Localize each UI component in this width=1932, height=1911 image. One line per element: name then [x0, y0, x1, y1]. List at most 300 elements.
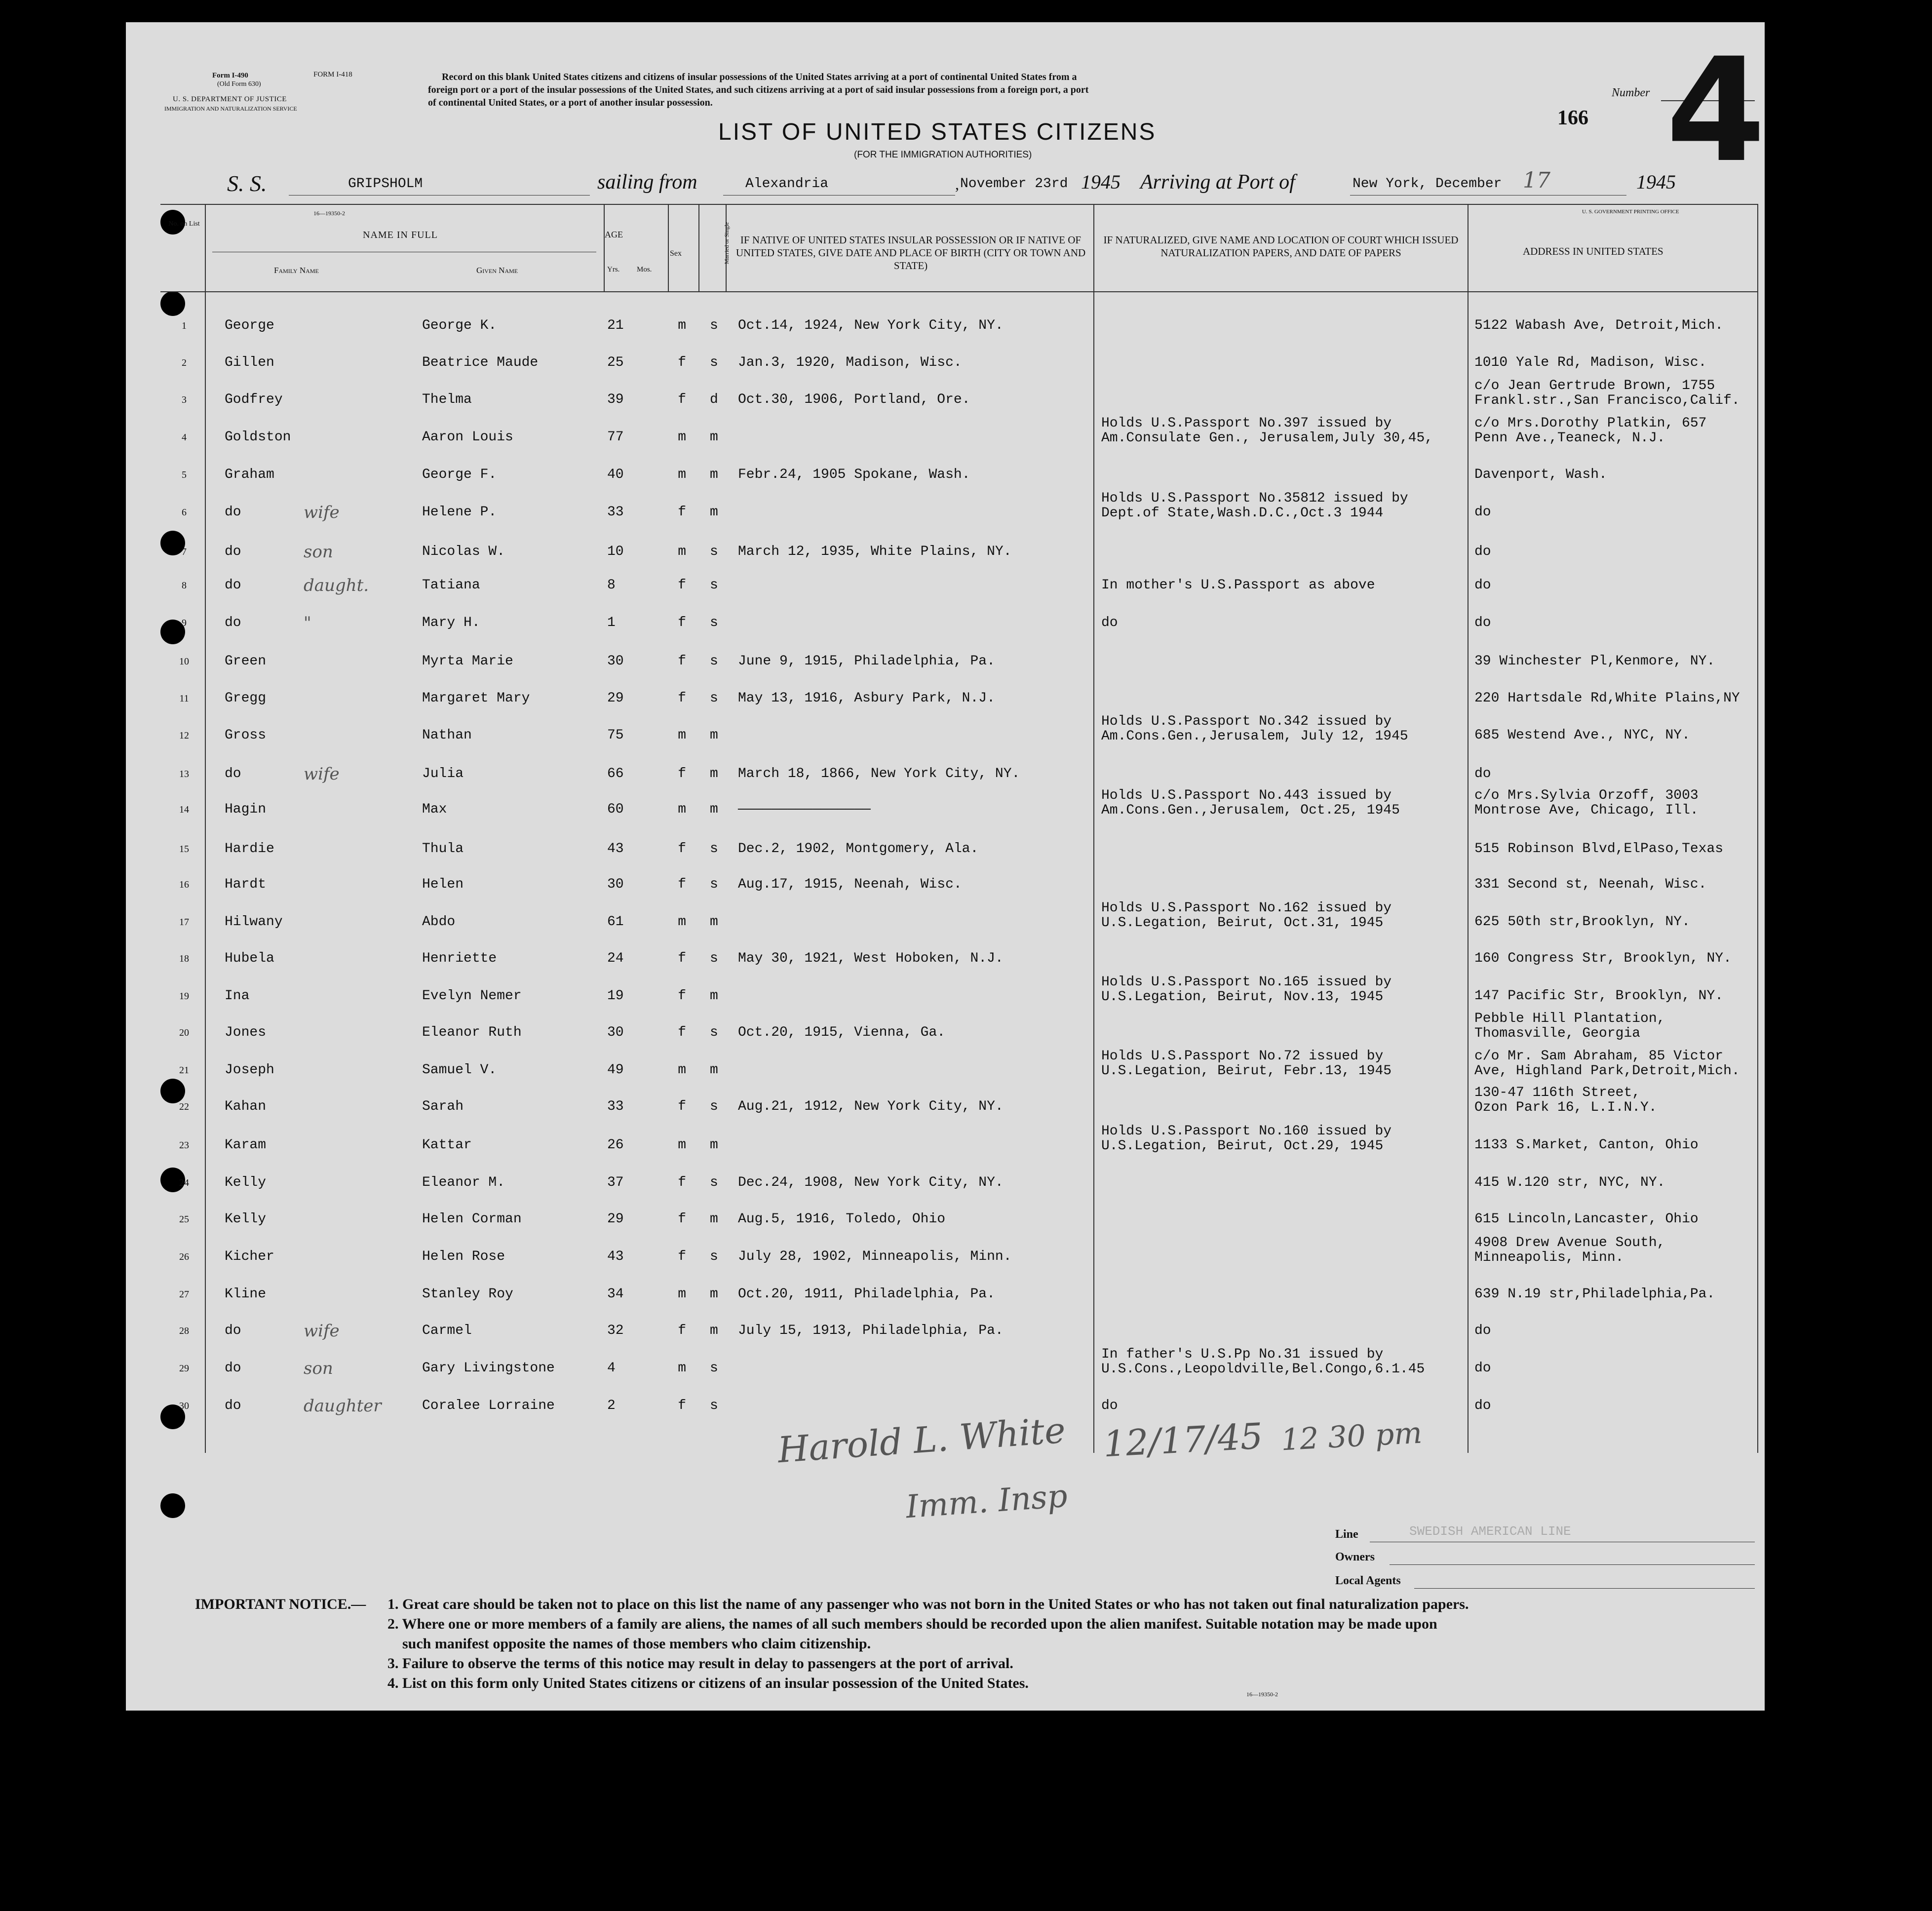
us-address: c/o Mr. Sam Abraham, 85 Victor Ave, Highland Park,Detroit,Mich.: [1474, 1049, 1740, 1079]
table-row: [126, 491, 1765, 543]
relationship-note: wife: [304, 764, 340, 784]
ship-name: GRIPSHOLM: [348, 176, 423, 192]
age-years: 40: [607, 467, 624, 482]
age-years: 43: [607, 841, 624, 857]
given-name: Julia: [422, 766, 464, 781]
age-years: 10: [607, 544, 624, 559]
given-name: Gary Livingstone: [422, 1361, 555, 1376]
family-name: Hardt: [225, 877, 267, 892]
row-number: 12: [179, 730, 189, 741]
from-port: Alexandria: [745, 176, 829, 192]
row-number: 18: [179, 953, 189, 964]
table-row: [126, 1287, 1765, 1325]
family-name: Hagin: [225, 802, 267, 817]
age-years: 24: [607, 951, 624, 966]
marital-status: s: [710, 951, 718, 966]
col-address: ADDRESS IN UNITED STATES: [1523, 245, 1663, 257]
print-code: 16—19350-2: [313, 210, 345, 217]
age-years: 19: [607, 988, 624, 1004]
row-number: 28: [179, 1326, 189, 1336]
family-name: Kelly: [225, 1175, 267, 1190]
birth-info: Febr.24, 1905 Spokane, Wash.: [738, 467, 970, 482]
age-years: 33: [607, 505, 624, 520]
given-name: Thula: [422, 841, 464, 857]
us-address: 4908 Drew Avenue South, Minneapolis, Minn.: [1474, 1235, 1665, 1265]
marital-status: m: [710, 1062, 718, 1078]
marital-status: s: [710, 691, 718, 706]
given-name: Evelyn Nemer: [422, 988, 522, 1004]
us-address: 615 Lincoln,Lancaster, Ohio: [1474, 1211, 1699, 1227]
row-number: 20: [179, 1027, 189, 1038]
form-number: Form I-490: [212, 72, 248, 79]
table-row: [126, 1175, 1765, 1213]
age-years: 25: [607, 355, 624, 370]
sex: f: [678, 691, 686, 706]
table-row: [126, 1235, 1765, 1287]
row-number: 24: [179, 1177, 189, 1188]
naturalization-info: do: [1101, 615, 1118, 630]
sex: f: [678, 392, 686, 407]
age-years: 66: [607, 766, 624, 781]
marital-status: m: [710, 1211, 718, 1227]
age-years: 33: [607, 1099, 624, 1114]
row-number: 13: [179, 769, 189, 780]
naturalization-info: Holds U.S.Passport No.162 issued by U.S.Legation, Beirut, Oct.31, 1945: [1101, 900, 1392, 931]
table-row: [126, 613, 1765, 653]
row-number: 8: [182, 580, 187, 591]
inspector-signature: Harold L. White: [776, 1409, 1067, 1471]
given-name: Eleanor Ruth: [422, 1025, 522, 1040]
notice-item: 4. List on this form only United States citizens or citizens of an insular possession of the United States.: [387, 1675, 1029, 1691]
marital-status: d: [710, 392, 718, 407]
inspector-title: Imm. Insp: [904, 1478, 1069, 1526]
age-years: 77: [607, 429, 624, 445]
list-number: 4: [1666, 28, 1766, 194]
family-name: George: [225, 318, 274, 333]
department: U. S. DEPARTMENT OF JUSTICE: [173, 95, 287, 103]
given-name: Margaret Mary: [422, 691, 530, 706]
row-number: 9: [182, 618, 187, 628]
us-address: 130-47 116th Street, Ozon Park 16, L.I.N.Y.: [1474, 1085, 1657, 1115]
naturalization-info: Holds U.S.Passport No.165 issued by U.S.Legation, Beirut, Nov.13, 1945: [1101, 975, 1392, 1005]
arrival-port: New York, December: [1352, 176, 1502, 192]
row-number: 23: [179, 1140, 189, 1151]
col-naturalized: IF NATURALIZED, GIVE NAME AND LOCATION OF COURT WHICH ISSUED NATURALIZATION PAPERS, AND DATE OF PAPERS: [1103, 234, 1459, 259]
given-name: George K.: [422, 318, 497, 333]
punch-hole: [160, 1493, 185, 1518]
row-number: 14: [179, 804, 189, 815]
us-address: 625 50th str,Brooklyn, NY.: [1474, 914, 1690, 930]
sail-date: November 23rd: [960, 176, 1068, 192]
family-name: Hubela: [225, 951, 274, 966]
family-name: Gregg: [225, 691, 267, 706]
marital-status: s: [710, 1361, 718, 1376]
us-address: 160 Congress Str, Brooklyn, NY.: [1474, 951, 1732, 966]
family-name: do: [225, 1398, 241, 1413]
table-row: [126, 1347, 1765, 1399]
given-name: Helene P.: [422, 505, 497, 520]
table-row: [126, 1124, 1765, 1175]
table-row: [126, 1321, 1765, 1361]
age-years: 4: [607, 1361, 616, 1376]
us-address: 39 Winchester Pl,Kenmore, NY.: [1474, 654, 1715, 669]
us-address: 5122 Wabash Ave, Detroit,Mich.: [1474, 318, 1724, 333]
row-number: 2: [182, 357, 187, 368]
sex: f: [678, 578, 686, 593]
marital-status: m: [710, 1137, 718, 1153]
page-number: 166: [1557, 107, 1588, 129]
col-family: Family Name: [274, 266, 319, 275]
row-number: 7: [182, 546, 187, 557]
age-years: 60: [607, 802, 624, 817]
marital-status: m: [710, 1323, 718, 1338]
given-name: Tatiana: [422, 578, 480, 593]
us-address: do: [1474, 1361, 1491, 1376]
page-subtitle: (FOR THE IMMIGRATION AUTHORITIES): [854, 150, 1032, 160]
family-name: do: [225, 544, 241, 559]
naturalization-info: do: [1101, 1398, 1118, 1413]
table-row: [126, 900, 1765, 952]
age-years: 30: [607, 1025, 624, 1040]
sex: m: [678, 728, 686, 743]
sex: m: [678, 802, 686, 817]
given-name: Samuel V.: [422, 1062, 497, 1078]
birth-info: Aug.21, 1912, New York City, NY.: [738, 1099, 1004, 1114]
notice-item: 1. Great care should be taken not to place on this list the name of any passenger who was not born in the United States or who has not taken out final naturalization papers.: [387, 1596, 1469, 1612]
family-name: Godfrey: [225, 392, 283, 407]
signature-time: 12 30 pm: [1280, 1415, 1423, 1458]
sex: f: [678, 951, 686, 966]
marital-status: m: [710, 467, 718, 482]
age-years: 75: [607, 728, 624, 743]
footer-code: 16—19350-2: [1246, 1691, 1278, 1698]
sex: f: [678, 841, 686, 857]
age-years: 61: [607, 914, 624, 930]
age-years: 26: [607, 1137, 624, 1153]
us-address: 515 Robinson Blvd,ElPaso,Texas: [1474, 841, 1724, 857]
col-yrs: Yrs.: [607, 266, 620, 273]
us-address: Davenport, Wash.: [1474, 467, 1607, 482]
age-years: 21: [607, 318, 624, 333]
given-name: Kattar: [422, 1137, 472, 1153]
age-years: 29: [607, 1211, 624, 1227]
sex: f: [678, 1099, 686, 1114]
given-name: Beatrice Maude: [422, 355, 539, 370]
sailing-label: sailing from: [597, 171, 697, 194]
birth-info: June 9, 1915, Philadelphia, Pa.: [738, 654, 995, 669]
relationship-note: son: [304, 542, 333, 562]
marital-status: s: [710, 578, 718, 593]
table-row: [126, 468, 1765, 505]
us-address: do: [1474, 615, 1491, 630]
arrival-day: 17: [1523, 168, 1550, 193]
birth-info: March 18, 1866, New York City, NY.: [738, 766, 1020, 781]
old-form: (Old Form 630): [217, 80, 261, 88]
notice-heading: IMPORTANT NOTICE.—: [195, 1596, 366, 1612]
row-number: 15: [179, 844, 189, 855]
row-number: 3: [182, 394, 187, 405]
birth-info: ————————————————: [738, 802, 871, 817]
marital-status: m: [710, 505, 718, 520]
us-address: 220 Hartsdale Rd,White Plains,NY: [1474, 691, 1740, 706]
marital-status: s: [710, 841, 718, 857]
marital-status: m: [710, 728, 718, 743]
table-row: [126, 788, 1765, 840]
line-value: SWEDISH AMERICAN LINE: [1409, 1524, 1571, 1539]
given-name: Thelma: [422, 392, 472, 407]
notice-item: such manifest opposite the names of those members who claim citizenship.: [402, 1636, 871, 1652]
table-row: [126, 416, 1765, 468]
table-row: [126, 654, 1765, 692]
marital-status: s: [710, 877, 718, 892]
sex: f: [678, 355, 686, 370]
naturalization-info: Holds U.S.Passport No.342 issued by Am.Cons.Gen.,Jerusalem, July 12, 1945: [1101, 714, 1408, 744]
family-name: Hilwany: [225, 914, 283, 930]
owners-label: Owners: [1335, 1551, 1375, 1563]
sex: m: [678, 1287, 686, 1302]
family-name: Jones: [225, 1025, 267, 1040]
row-number: 22: [179, 1101, 189, 1112]
row-number: 27: [179, 1289, 189, 1300]
page-title: LIST OF UNITED STATES CITIZENS: [718, 119, 1157, 145]
table-row: [126, 714, 1765, 766]
us-address: c/o Jean Gertrude Brown, 1755 Frankl.str.,San Francisco,Calif.: [1474, 378, 1740, 408]
birth-info: Dec.24, 1908, New York City, NY.: [738, 1175, 1004, 1190]
col-name-in-full: NAME IN FULL: [363, 230, 438, 240]
marital-status: m: [710, 1287, 718, 1302]
age-years: 43: [607, 1249, 624, 1264]
row-number: 11: [179, 693, 189, 704]
birth-info: July 28, 1902, Minneapolis, Minn.: [738, 1249, 1012, 1264]
us-address: 147 Pacific Str, Brooklyn, NY.: [1474, 988, 1724, 1004]
birth-info: Oct.20, 1911, Philadelphia, Pa.: [738, 1287, 995, 1302]
relationship-note: daughter: [304, 1396, 382, 1416]
relationship-note: daught.: [304, 576, 369, 595]
record-text-1: Record on this blank United States citizens and citizens of insular possessions of the United States arriving at a port of continental United States from a: [442, 72, 1077, 82]
row-number: 5: [182, 469, 187, 480]
row-number: 30: [179, 1401, 189, 1411]
us-address: c/o Mrs.Sylvia Orzoff, 3003 Montrose Ave, Chicago, Ill.: [1474, 788, 1699, 818]
row-number: 26: [179, 1251, 189, 1262]
given-name: Sarah: [422, 1099, 464, 1114]
printer: U. S. GOVERNMENT PRINTING OFFICE: [1582, 209, 1679, 215]
col-age: AGE: [605, 230, 623, 239]
sex: m: [678, 1137, 686, 1153]
given-name: Nathan: [422, 728, 472, 743]
sex: f: [678, 988, 686, 1004]
marital-status: s: [710, 1175, 718, 1190]
given-name: Helen Rose: [422, 1249, 505, 1264]
manifest-sheet: Form I-490 FORM I-418 (Old Form 630) U. S. DEPARTMENT OF JUSTICE IMMIGRATION AND NATURALIZATION SERVICE Record on this blank United States citizens and citizens of insular possessions of the United States arriving at a port of continental United States from a foreign port or a port of the insular possessions of the United States, and such citizens arriving at a port of said insular possessions from a foreign port, a port of continental United States, or a port of another insular possession. LIST OF UNITED STATES CITIZENS (FOR THE IMMIGRATION AUTHORITIES) 166 Number 4 S. S. GRIPSHOLM sailing from Alexandria , November 23rd 1945 Arriving at Port of New York, December 17 1945 16—19350-2 U. S. GOVERNMENT PRINTING OFFICE No. on List NAME IN FULL Family Name Given Name AGE Yrs. Mos. Sex Married or Single IF NATIVE OF UNITED STATES INSULAR POSSESSION OR IF NATIVE OF UNITED STATES, GIVE DATE AND PLACE OF BIRTH (CITY OR TOWN AND STATE) IF NATURALIZED, GIVE NAME AND LOCATION OF COURT WHICH ISSUED NATURALIZATION PAPERS, AND DATE OF PAPERS ADDRESS IN UNITED STATES 1 George George K. 21 m s Oct.14, 1924, New York City, NY. 5122 Wabash Ave, Detroit,Mich. 2 Gillen Beatrice Maude 25 f s Jan.3, 1920, Madison, Wisc. 1010 Yale Rd, Madison, Wisc. 3 Godfrey Thelma 39 f d Oct.30, 1906, Portland, Ore. c/o Jean Gertrude Brown, 1755 Frankl.str.,San Francisco,Calif. 4 Goldston Aaron Louis 77 m m Holds U.S.Passport No.397 issued by Am.Consulate Gen., Jerusalem,July 30,45, c/o Mrs.Dorothy Platkin, 657 Penn Ave.,Teaneck, N.J. 5 Graham George F. 40 m m Febr.24, 1905 Spokane, Wash. Davenport, Wash. 6 do Helene P. 33 f m Holds U.S.Passport No.35812 issued by Dept.of State,Wash.D.C.,Oct.3 1944 do wife 7 do Nicolas W. 10 m s March 12, 1935, White Plains, NY. do son 8 do Tatiana 8 f s In mother's U.S.Passport as above do daught. 9 do Mary H. 1 f s do do " 10 Green Myrta Marie 30 f s June 9, 1915, Philadelphia, Pa. 39 Winchester Pl,Kenmore, NY. 11 Gregg Margaret Mary 29 f s May 13, 1916, Asbury Park, N.J. 220 Hartsdale Rd,White Plains,NY 12 Gross Nathan 75 m m Holds U.S.Passport No.342 issued by Am.Cons.Gen.,Jerusalem, July 12, 1945 685 Westend Ave., NYC, NY. 13 do Julia 66 f m March 18, 1866, New York City, NY. do wife 14 Hagin Max 60 m m ———————————————— Holds U.S.Passport No.443 issued by Am.Cons.Gen.,Jerusalem, Oct.25, 1945 c/o Mrs.Sylvia Orzoff, 3003 Montrose Ave, Chicago, Ill. 15 Hardie Thula 43 f s Dec.2, 1902, Montgomery, Ala. 515 Robinson Blvd,ElPaso,Texas 16 Hardt Helen 30 f s Aug.17, 1915, Neenah, Wisc. 331 Second st, Neenah, Wisc. 17 Hilwany Abdo 61 m m Holds U.S.Passport No.162 issued by U.S.Legation, Beirut, Oct.31, 1945 625 50th str,Brooklyn, NY. 18 Hubela Henriette 24 f s May 30, 1921, West Hoboken, N.J. 160 Congress Str, Brooklyn, NY. 19 Ina Evelyn Nemer 19 f m Holds U.S.Passport No.165 issued by U.S.Legation, Beirut, Nov.13, 1945 147 Pacific Str, Brooklyn, NY. 20 Jones Eleanor Ruth 30 f s Oct.20, 1915, Vienna, Ga. Pebble Hill Plantation, Thomasville, Georgia 21 Joseph Samuel V. 49 m m Holds U.S.Passport No.72 issued by U.S.Legation, Beirut, Febr.13, 1945 c/o Mr. Sam Abraham, 85 Victor Ave, Highland Park,Detroit,Mich. 22 Kahan Sarah 33 f s Aug.21, 1912, New York City, NY. 130-47 116th Street, Ozon Park 16, L.I.N.Y. 23 Karam Kattar 26 m m Holds U.S.Passport No.160 issued by U.S.Legation, Beirut, Oct.29, 1945 1133 S.Market, Canton, Ohio 24 Kelly Eleanor M. 37 f s Dec.24, 1908, New York City, NY. 415 W.120 str, NYC, NY. 25 Kelly Helen Corman 29 f m Aug.5, 1916, Toledo, Ohio 615 Lincoln,Lancaster, Ohio 26 Kicher Helen Rose 43 f s July 28, 1902, Minneapolis, Minn. 4908 Drew Avenue South, Minneapolis, Minn. 27 Kline Stanley Roy 34 m m Oct.20, 1911, Philadelphia, Pa. 639 N.19 str,Philadelphia,Pa. 28 do Carmel 32 f m July 15, 1913, Philadelphia, Pa. do wife 29 do Gary Livingstone 4 m s In father's U.S.Pp No.31 issued by U.S.Cons.,Leopoldville,Bel.Congo,6.1.45 do son 30 do Coralee Lorraine 2 f s do do daughter Harold L. White 12/17/45 12 30 pm Imm. Insp Line SWEDISH AMERICAN LINE Owners Local Agents IMPORTANT NOTICE.— 1. Great care should be taken not to place on this list the name of any passenger who was not born in the United States or who has not taken out final naturalization papers. 2. Where one or more members of a family are aliens, the names of all such members should be recorded upon the alien manifest. Suitable notation may be made upon such manifest opposite the names of those members who claim citizenship. 3. Failure to observe the terms of this notice may result in delay to passengers at the port of arrival. 4. List on this form only United States citizens or citizens of an insular possession of the United States. 16—19350-2: [126, 22, 1765, 1711]
sex: m: [678, 1361, 686, 1376]
table-row: [126, 842, 1765, 879]
given-name: Coralee Lorraine: [422, 1398, 555, 1413]
row-number: 17: [179, 917, 189, 928]
birth-info: March 12, 1935, White Plains, NY.: [738, 544, 1012, 559]
col-mos: Mos.: [637, 266, 652, 273]
given-name: Max: [422, 802, 447, 817]
col-married: Married or Single: [723, 222, 731, 265]
family-name: do: [225, 1361, 241, 1376]
col-birth: IF NATIVE OF UNITED STATES INSULAR POSSESSION OR IF NATIVE OF UNITED STATES, GIVE DATE AND PLACE OF BIRTH (CITY OR TOWN AND STATE): [735, 234, 1086, 272]
us-address: do: [1474, 1398, 1491, 1413]
given-name: George F.: [422, 467, 497, 482]
marital-status: m: [710, 914, 718, 930]
naturalization-info: Holds U.S.Passport No.443 issued by Am.Cons.Gen.,Jerusalem, Oct.25, 1945: [1101, 788, 1400, 818]
family-name: Graham: [225, 467, 274, 482]
row-number: 10: [179, 656, 189, 667]
sex: m: [678, 544, 686, 559]
marital-status: s: [710, 1249, 718, 1264]
relationship-note: ": [304, 613, 311, 633]
marital-status: s: [710, 544, 718, 559]
table-row: [126, 1085, 1765, 1137]
number-label: Number: [1612, 86, 1650, 99]
family-name: do: [225, 615, 241, 630]
family-name: do: [225, 1323, 241, 1338]
sex: m: [678, 318, 686, 333]
row-number: 4: [182, 432, 187, 443]
marital-status: m: [710, 802, 718, 817]
marital-status: m: [710, 429, 718, 445]
table-row: [126, 877, 1765, 915]
us-address: do: [1474, 544, 1491, 559]
record-text-2: foreign port or a port of the insular possessions of the United States, and such citizens arriving at a port of said insular possessions from a foreign port, a port: [428, 84, 1089, 95]
sex: f: [678, 654, 686, 669]
marital-status: s: [710, 654, 718, 669]
sex: f: [678, 505, 686, 520]
row-number: 21: [179, 1065, 189, 1076]
age-years: 39: [607, 392, 624, 407]
table-row: [126, 318, 1765, 356]
record-text-3: of continental United States, or a port of another insular possession.: [428, 97, 713, 108]
notice-item: 3. Failure to observe the terms of this notice may result in delay to passengers at the port of arrival.: [387, 1655, 1013, 1672]
family-name: Kline: [225, 1287, 267, 1302]
arrival-year: 1945: [1636, 171, 1676, 193]
family-name: Gross: [225, 728, 267, 743]
us-address: do: [1474, 505, 1491, 520]
birth-info: Jan.3, 1920, Madison, Wisc.: [738, 355, 962, 370]
family-name: Kahan: [225, 1099, 267, 1114]
given-name: Aaron Louis: [422, 429, 513, 445]
marital-status: m: [710, 988, 718, 1004]
table-row: [126, 951, 1765, 989]
birth-info: May 13, 1916, Asbury Park, N.J.: [738, 691, 995, 706]
given-name: Eleanor M.: [422, 1175, 505, 1190]
naturalization-info: Holds U.S.Passport No.35812 issued by Dept.of State,Wash.D.C.,Oct.3 1944: [1101, 491, 1408, 521]
col-sex: Sex: [670, 249, 682, 258]
sex: f: [678, 1249, 686, 1264]
punch-hole: [160, 291, 185, 316]
arriving-label: Arriving at Port of: [1140, 171, 1295, 194]
marital-status: m: [710, 766, 718, 781]
sex: f: [678, 1025, 686, 1040]
birth-info: Dec.2, 1902, Montgomery, Ala.: [738, 841, 979, 857]
age-years: 37: [607, 1175, 624, 1190]
birth-info: May 30, 1921, West Hoboken, N.J.: [738, 951, 1004, 966]
age-years: 32: [607, 1323, 624, 1338]
us-address: 1010 Yale Rd, Madison, Wisc.: [1474, 355, 1707, 370]
us-address: do: [1474, 1323, 1491, 1338]
marital-status: s: [710, 1099, 718, 1114]
sex: f: [678, 1323, 686, 1338]
given-name: Carmel: [422, 1323, 472, 1338]
family-name: Green: [225, 654, 267, 669]
family-name: Karam: [225, 1137, 267, 1153]
age-years: 30: [607, 654, 624, 669]
us-address: do: [1474, 578, 1491, 593]
given-name: Henriette: [422, 951, 497, 966]
us-address: 639 N.19 str,Philadelphia,Pa.: [1474, 1287, 1715, 1302]
us-address: 685 Westend Ave., NYC, NY.: [1474, 728, 1690, 743]
given-name: Helen: [422, 877, 464, 892]
us-address: 331 Second st, Neenah, Wisc.: [1474, 877, 1707, 892]
relationship-note: son: [304, 1359, 333, 1378]
sex: m: [678, 914, 686, 930]
family-name: Hardie: [225, 841, 274, 857]
sex: f: [678, 615, 686, 630]
birth-info: Oct.20, 1915, Vienna, Ga.: [738, 1025, 946, 1040]
age-years: 49: [607, 1062, 624, 1078]
sail-year: 1945: [1081, 171, 1121, 193]
sex: f: [678, 1211, 686, 1227]
family-name: Joseph: [225, 1062, 274, 1078]
row-number: 29: [179, 1363, 189, 1374]
marital-status: s: [710, 318, 718, 333]
sex: m: [678, 1062, 686, 1078]
ss-label: S. S.: [227, 171, 267, 196]
sex: f: [678, 1398, 686, 1413]
sex: f: [678, 766, 686, 781]
given-name: Nicolas W.: [422, 544, 505, 559]
naturalization-info: In father's U.S.Pp No.31 issued by U.S.Cons.,Leopoldville,Bel.Congo,6.1.45: [1101, 1347, 1425, 1377]
marital-status: s: [710, 1025, 718, 1040]
marital-status: s: [710, 1398, 718, 1413]
age-years: 2: [607, 1398, 616, 1413]
row-number: 25: [179, 1214, 189, 1225]
marital-status: s: [710, 615, 718, 630]
us-address: c/o Mrs.Dorothy Platkin, 657 Penn Ave.,Teaneck, N.J.: [1474, 416, 1707, 446]
form-number-2: FORM I-418: [313, 71, 352, 78]
age-years: 29: [607, 691, 624, 706]
us-address: 415 W.120 str, NYC, NY.: [1474, 1175, 1665, 1190]
birth-info: Aug.17, 1915, Neenah, Wisc.: [738, 877, 962, 892]
family-name: do: [225, 766, 241, 781]
table-row: [126, 578, 1765, 616]
birth-info: Oct.14, 1924, New York City, NY.: [738, 318, 1004, 333]
relationship-note: wife: [304, 1321, 340, 1341]
family-name: do: [225, 578, 241, 593]
given-name: Myrta Marie: [422, 654, 513, 669]
table-row: [126, 691, 1765, 729]
family-name: Kicher: [225, 1249, 274, 1264]
age-years: 8: [607, 578, 616, 593]
age-years: 34: [607, 1287, 624, 1302]
us-address: Pebble Hill Plantation, Thomasville, Georgia: [1474, 1011, 1665, 1041]
naturalization-info: Holds U.S.Passport No.397 issued by Am.Consulate Gen., Jerusalem,July 30,45,: [1101, 416, 1433, 446]
birth-info: Oct.30, 1906, Portland, Ore.: [738, 392, 970, 407]
row-number: 1: [182, 320, 187, 331]
family-name: do: [225, 505, 241, 520]
given-name: Helen Corman: [422, 1211, 522, 1227]
age-years: 30: [607, 877, 624, 892]
signature-date: 12/17/45: [1102, 1415, 1264, 1465]
naturalization-info: Holds U.S.Passport No.160 issued by U.S.Legation, Beirut, Oct.29, 1945: [1101, 1124, 1392, 1154]
col-given: Given Name: [476, 266, 518, 275]
family-name: Goldston: [225, 429, 291, 445]
notice-item: 2. Where one or more members of a family are aliens, the names of all such members should be recorded upon the alien manifest. Suitable notation may be made upon: [387, 1616, 1437, 1632]
naturalization-info: Holds U.S.Passport No.72 issued by U.S.Legation, Beirut, Febr.13, 1945: [1101, 1049, 1392, 1079]
